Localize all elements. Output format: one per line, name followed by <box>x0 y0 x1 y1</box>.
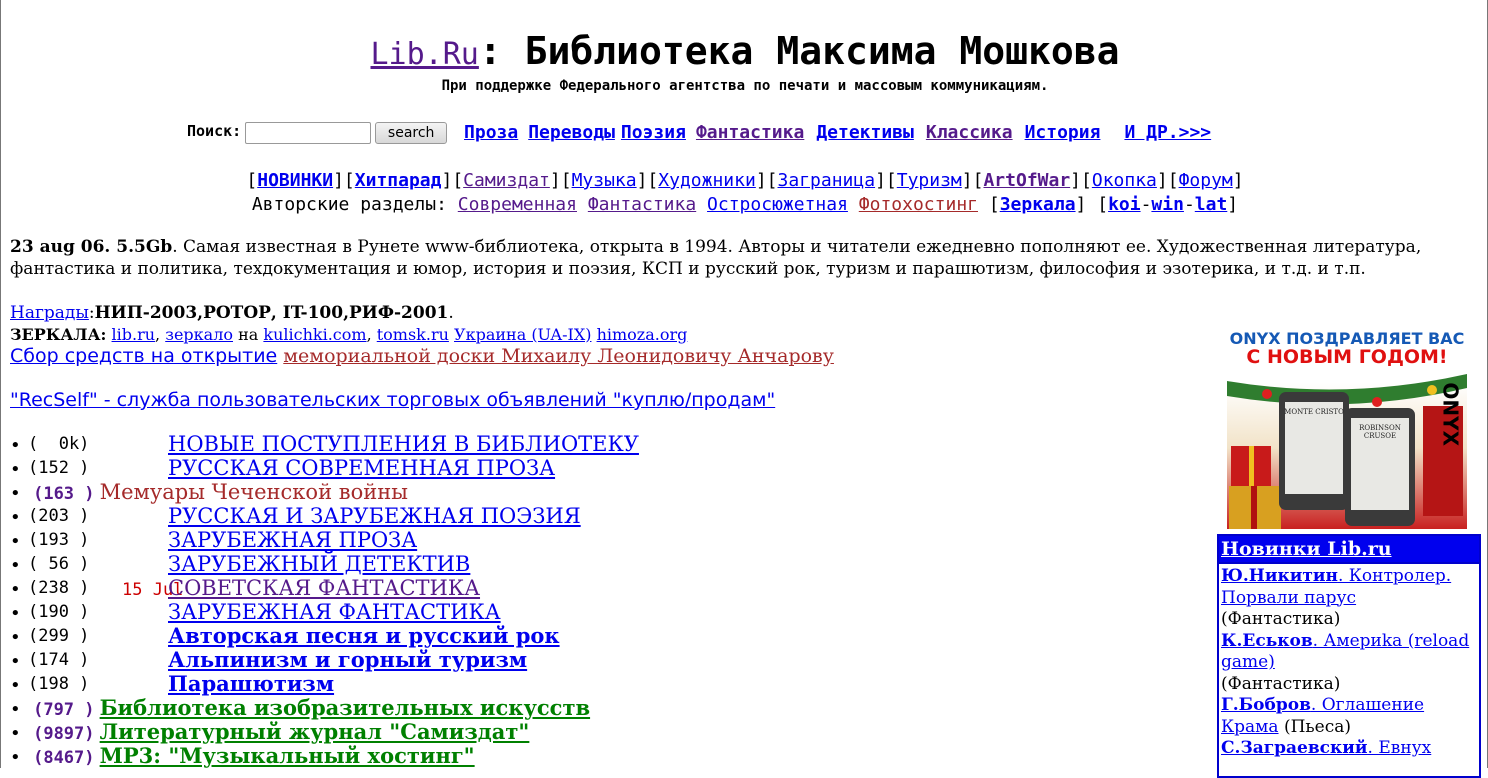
section-count: (299 ) <box>28 626 90 646</box>
genre-link-history[interactable]: История <box>1024 122 1101 143</box>
new-book-genre: (Пьеса) <box>1283 716 1352 737</box>
recself-line <box>10 389 775 411</box>
memorial-prefix-link[interactable]: Сбор средств на открытие <box>10 345 278 367</box>
section-item <box>10 600 639 624</box>
bullet-icon: • <box>10 531 21 552</box>
section-count: ( 0k) <box>28 434 90 454</box>
encoding-win-link[interactable]: win <box>1151 194 1184 215</box>
section-link[interactable]: Литературный журнал "Самиздат" <box>99 719 530 744</box>
mirror-libru-link[interactable]: lib.ru <box>111 325 156 344</box>
search-label: Поиск: <box>187 122 242 140</box>
onyx-banner[interactable] <box>1227 326 1467 529</box>
new-book-item <box>1221 566 1477 631</box>
section-link[interactable]: РУССКАЯ И ЗАРУБЕЖНАЯ ПОЭЗИЯ <box>168 504 581 528</box>
bullet-icon: • <box>10 603 21 624</box>
genre-link-fantasy[interactable]: Фантастика <box>695 122 805 143</box>
bullet-icon: • <box>10 627 21 648</box>
book2-caption: ROBINSON CRUSOE <box>1359 424 1401 440</box>
mirror-himoza-link[interactable]: himoza.org <box>596 325 688 344</box>
new-books-title-link[interactable]: Новинки Lib.ru <box>1221 538 1392 560</box>
section-link[interactable]: Авторская песня и русский рок <box>168 623 560 648</box>
section-link[interactable]: Альпинизм и горный туризм <box>168 647 528 672</box>
author-modern-link[interactable]: Современная <box>457 194 577 215</box>
site-title: Библиотека Максима Мошкова <box>524 29 1120 73</box>
encoding-koi-link[interactable]: koi <box>1108 194 1141 215</box>
mirrors-label: ЗЕРКАЛА: <box>10 325 107 344</box>
section-item <box>10 744 639 768</box>
bullet-icon: • <box>10 747 21 768</box>
nav-music[interactable]: Музыка <box>571 170 637 191</box>
section-count: (203 ) <box>28 506 90 526</box>
new-book-author-link[interactable]: С.Заграевский <box>1221 738 1368 758</box>
new-book-author-link[interactable]: К.Еськов <box>1221 630 1313 651</box>
section-count: (152 ) <box>28 458 90 478</box>
bullet-icon: • <box>10 459 21 480</box>
bullet-icon: • <box>10 555 21 576</box>
bullet-icon: • <box>10 483 21 504</box>
mirrors-line: ЗЕРКАЛА: lib.ru, зеркало на kulichki.com, tomsk.ru Украина (UA-IX) himoza.org <box>10 325 688 344</box>
nav-hitparad[interactable]: Хитпарад <box>354 170 442 191</box>
section-count: (198 ) <box>28 674 90 694</box>
new-book-title-link[interactable]: . Контролер. Порвали парус <box>1221 566 1452 608</box>
intro-body: . Самая известная в Рунете www-библиотека, открыта в 1994. Авторы и читатели ежедневно пополняют ее. Художественная литература, фантастика и политика, техдокументация и юмор, история и поэзия, КСП и русский рок, туризм и парашютизм, философия и эзотерика, и т.д. и т.п. <box>10 237 1422 279</box>
section-count: ( 56 ) <box>28 554 90 574</box>
nav-samizdat[interactable]: Самиздат <box>463 170 550 191</box>
bullet-icon: • <box>10 435 21 456</box>
bullet-icon: • <box>10 579 21 600</box>
section-count: (797 ) <box>33 700 95 720</box>
nav-artofwar[interactable]: ArtOfWar <box>983 170 1071 191</box>
section-item <box>10 528 639 552</box>
new-book-item <box>1221 695 1477 738</box>
genre-link-classic[interactable]: Классика <box>925 122 1013 143</box>
intro-text <box>10 236 1480 280</box>
section-link[interactable]: СОВЕТСКАЯ ФАНТАСТИКА <box>168 576 481 600</box>
mirror-kulichki-link[interactable]: kulichki.com <box>263 325 367 344</box>
section-item <box>10 624 639 648</box>
awards-text: НИП-2003,РОТОР, IT-100,РИФ-2001 <box>94 303 449 323</box>
new-book-genre: (Фантастика) <box>1221 673 1341 694</box>
genre-link-prose[interactable]: Проза <box>464 122 519 143</box>
support-line: При поддержке Федерального агентства по печати и массовым коммуникациям. <box>441 78 1049 94</box>
section-count: (163 ) <box>33 484 95 504</box>
search-button[interactable]: search <box>375 122 447 144</box>
ereader-left-image <box>1279 392 1349 510</box>
section-item <box>10 456 639 480</box>
page-title <box>1 26 1488 80</box>
nav-novinki[interactable]: НОВИНКИ <box>257 170 334 191</box>
genre-link-more[interactable]: И ДР.>>> <box>1124 122 1212 143</box>
new-book-title-link[interactable]: . Америkа (reload game) <box>1221 630 1470 672</box>
new-book-title-link[interactable]: . Оглашение Крама <box>1221 695 1425 737</box>
memorial-line <box>10 345 834 367</box>
photohosting-link[interactable]: Фотохостинг <box>858 194 978 215</box>
awards-link[interactable]: Награды <box>10 303 89 323</box>
intro-date-size: 23 aug 06. 5.5Gb <box>10 237 173 257</box>
mirror-link[interactable]: зеркало <box>165 325 233 344</box>
search-row <box>187 122 1211 150</box>
new-books-list <box>1219 564 1479 762</box>
new-books-header <box>1219 536 1479 564</box>
sections-list <box>10 432 639 768</box>
section-item <box>10 504 639 528</box>
section-count: (174 ) <box>28 650 90 670</box>
bullet-icon: • <box>10 723 21 744</box>
title-separator: : <box>478 29 502 73</box>
section-count: (193 ) <box>28 530 90 550</box>
mirror-tomsk-link[interactable]: tomsk.ru <box>376 325 449 344</box>
section-link[interactable]: НОВЫЕ ПОСТУПЛЕНИЯ В БИБЛИОТЕКУ <box>168 432 639 456</box>
bullet-icon: • <box>10 507 21 528</box>
section-item <box>10 720 639 744</box>
section-item <box>10 648 639 672</box>
recself-link[interactable]: "RecSelf" - служба пользовательских торговых объявлений "куплю/продам" <box>10 389 776 411</box>
section-item <box>10 672 639 696</box>
section-link[interactable]: ЗАРУБЕЖНЫЙ ДЕТЕКТИВ <box>168 552 471 576</box>
section-count: (238 ) <box>28 578 90 598</box>
section-link[interactable]: Парашютизм <box>168 671 335 696</box>
encoding-lat-link[interactable]: lat <box>1194 194 1228 215</box>
search-input[interactable] <box>245 122 371 144</box>
nav-okopka[interactable]: Окопка <box>1091 170 1157 191</box>
bullet-icon: • <box>10 699 21 720</box>
onyx-logo: ONYX <box>1439 382 1463 446</box>
bullet-icon: • <box>10 675 21 696</box>
mirrors-link[interactable]: Зеркала <box>999 194 1076 215</box>
section-link[interactable]: Библиотека изобразительных искусств <box>99 695 591 720</box>
new-book-item <box>1221 738 1477 760</box>
bullet-icon: • <box>10 651 21 672</box>
banner-line2: С НОВЫМ ГОДОМ! <box>1246 346 1448 368</box>
site-home-link[interactable]: Lib.Ru <box>370 37 479 72</box>
author-sections-nav: Авторские разделы: Современная Фантастика Остросюжетная Фотохостинг [Зеркала] [koi-win-lat] <box>251 194 1239 215</box>
section-item <box>10 432 639 456</box>
section-link[interactable]: ЗАРУБЕЖНАЯ ПРОЗА <box>168 528 418 552</box>
awards-sep: : <box>88 303 95 323</box>
new-book-author-link[interactable]: Г.Бобров <box>1221 695 1311 715</box>
new-books-box <box>1217 534 1481 778</box>
banner-line1: ONYX ПОЗДРАВЛЯЕТ ВАС <box>1229 329 1465 348</box>
mirrors-on: на <box>238 325 259 344</box>
section-item <box>10 696 639 720</box>
section-link[interactable]: ЗАРУБЕЖНАЯ ФАНТАСТИКА <box>168 600 501 624</box>
book1-caption: MONTE CRISTO <box>1284 408 1344 416</box>
section-count: (9897) <box>33 724 95 744</box>
nav-artists[interactable]: Художники <box>658 170 756 191</box>
new-book-title-link[interactable]: . Евнух <box>1367 738 1432 758</box>
awards-line <box>10 303 454 323</box>
new-book-item <box>1221 631 1477 696</box>
genre-link-poetry[interactable]: Поэзия <box>620 122 686 143</box>
section-item <box>10 576 639 600</box>
author-sections-label: Авторские разделы: <box>251 194 447 215</box>
nav-forum[interactable]: Форум <box>1178 170 1233 191</box>
section-link[interactable]: РУССКАЯ СОВРЕМЕННАЯ ПРОЗА <box>168 456 556 480</box>
section-count: (8467) <box>33 748 95 768</box>
section-item <box>10 552 639 576</box>
mirror-ukraine-link[interactable]: Украина (UA-IX) <box>454 325 592 344</box>
new-book-author-link[interactable]: Ю.Никитин <box>1221 566 1338 586</box>
awards-end: . <box>448 303 454 323</box>
genre-link-detective[interactable]: Детективы <box>816 122 914 143</box>
section-date: 15 Jul <box>122 580 184 600</box>
section-link[interactable]: Мемуары Чеченской войны <box>99 480 408 504</box>
section-item <box>10 480 639 504</box>
section-link[interactable]: MP3: "Музыкальный хостинг" <box>99 743 475 768</box>
author-action-link[interactable]: Остросюжетная <box>707 194 848 215</box>
nav-abroad[interactable]: Заграница <box>777 170 876 191</box>
ereader-right-image <box>1345 408 1415 526</box>
author-fantasy-link[interactable]: Фантастика <box>587 194 697 215</box>
memorial-link[interactable]: мемориальной доски Михаилу Леонидовичу Анчарову <box>283 345 834 367</box>
genre-link-translations[interactable]: Переводы <box>528 122 615 143</box>
main-nav: [НОВИНКИ][Хитпарад][Самиздат][Музыка][Художники][Заграница][Туризм][ArtOfWar][Окопка][Форум] <box>246 170 1244 191</box>
new-book-genre: (Фантастика) <box>1221 609 1341 629</box>
nav-tourism[interactable]: Туризм <box>896 170 962 191</box>
section-count: (190 ) <box>28 602 90 622</box>
